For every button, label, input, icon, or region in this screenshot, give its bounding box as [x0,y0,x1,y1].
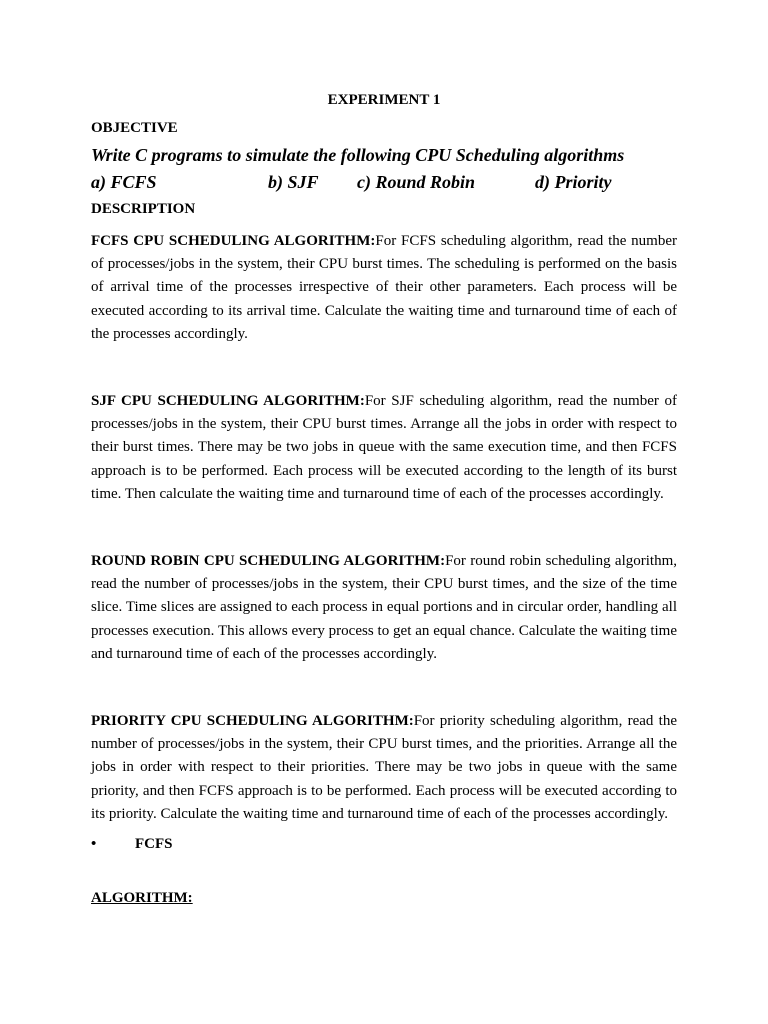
sjf-section [91,390,677,506]
bullet-list-item [91,835,391,853]
round-robin-section [91,550,677,666]
priority-section [91,710,677,826]
round-robin-section-lead: ROUND ROBIN CPU SCHEDULING ALGORITHM: [91,553,446,569]
objective-heading: OBJECTIVE [91,120,178,136]
algorithm-option-priority: d) Priority [535,172,612,192]
algorithm-option-fcfs: a) FCFS [91,172,157,192]
bullet-label: FCFS [135,836,173,852]
algorithm-options [91,171,677,193]
algorithm-heading: ALGORITHM: [91,890,193,906]
priority-section-body: For priority scheduling algorithm, read the number of processes/jobs in the system, their CPU burst times, and the priorities. Arrange all the jobs in order with respect to their priorities. There may be two jobs in queue with the same priority, and then FCFS approach is to be performed. Each process will be executed according to its priority. Calculate the waiting time and turnaround time of each of the processes accordingly. [91,713,677,822]
sjf-section-lead: SJF CPU SCHEDULING ALGORITHM: [91,393,365,409]
algorithm-option-round-robin: c) Round Robin [357,172,476,192]
algorithm-option-sjf: b) SJF [268,172,319,192]
bullet-icon: • [91,836,97,852]
priority-section-lead: PRIORITY CPU SCHEDULING ALGORITHM: [91,713,414,729]
fcfs-section [91,230,677,346]
experiment-title: EXPERIMENT 1 [327,92,441,108]
objective-text: Write C programs to simulate the following CPU Scheduling algorithms [91,145,625,165]
round-robin-section-body: For round robin scheduling algorithm, read the number of processes/jobs in the system, their CPU burst times, and the size of the time slice. Time slices are assigned to each process in equal portions and in circular order, handling all processes execution. This allows every process to get an equal chance. Calculate the waiting time and turnaround time of each of the processes accordingly. [91,553,677,662]
sjf-section-body: For SJF scheduling algorithm, read the number of processes/jobs in the system, their CPU burst times. Arrange all the jobs in order with respect to their burst times. There may be two jobs in queue with the same execution time, and then FCFS approach is to be performed. Each process will be executed according to the length of its burst time. Then calculate the waiting time and turnaround time of each of the processes accordingly. [91,393,677,502]
description-heading: DESCRIPTION [91,201,196,217]
fcfs-section-lead: FCFS CPU SCHEDULING ALGORITHM: [91,233,376,249]
fcfs-section-body: For FCFS scheduling algorithm, read the number of processes/jobs in the system, their CPU burst times. The scheduling is performed on the basis of arrival time of the processes irrespective of their other parameters. Each process will be executed according to its arrival time. Calculate the waiting time and turnaround time of each of the processes accordingly. [91,233,677,342]
